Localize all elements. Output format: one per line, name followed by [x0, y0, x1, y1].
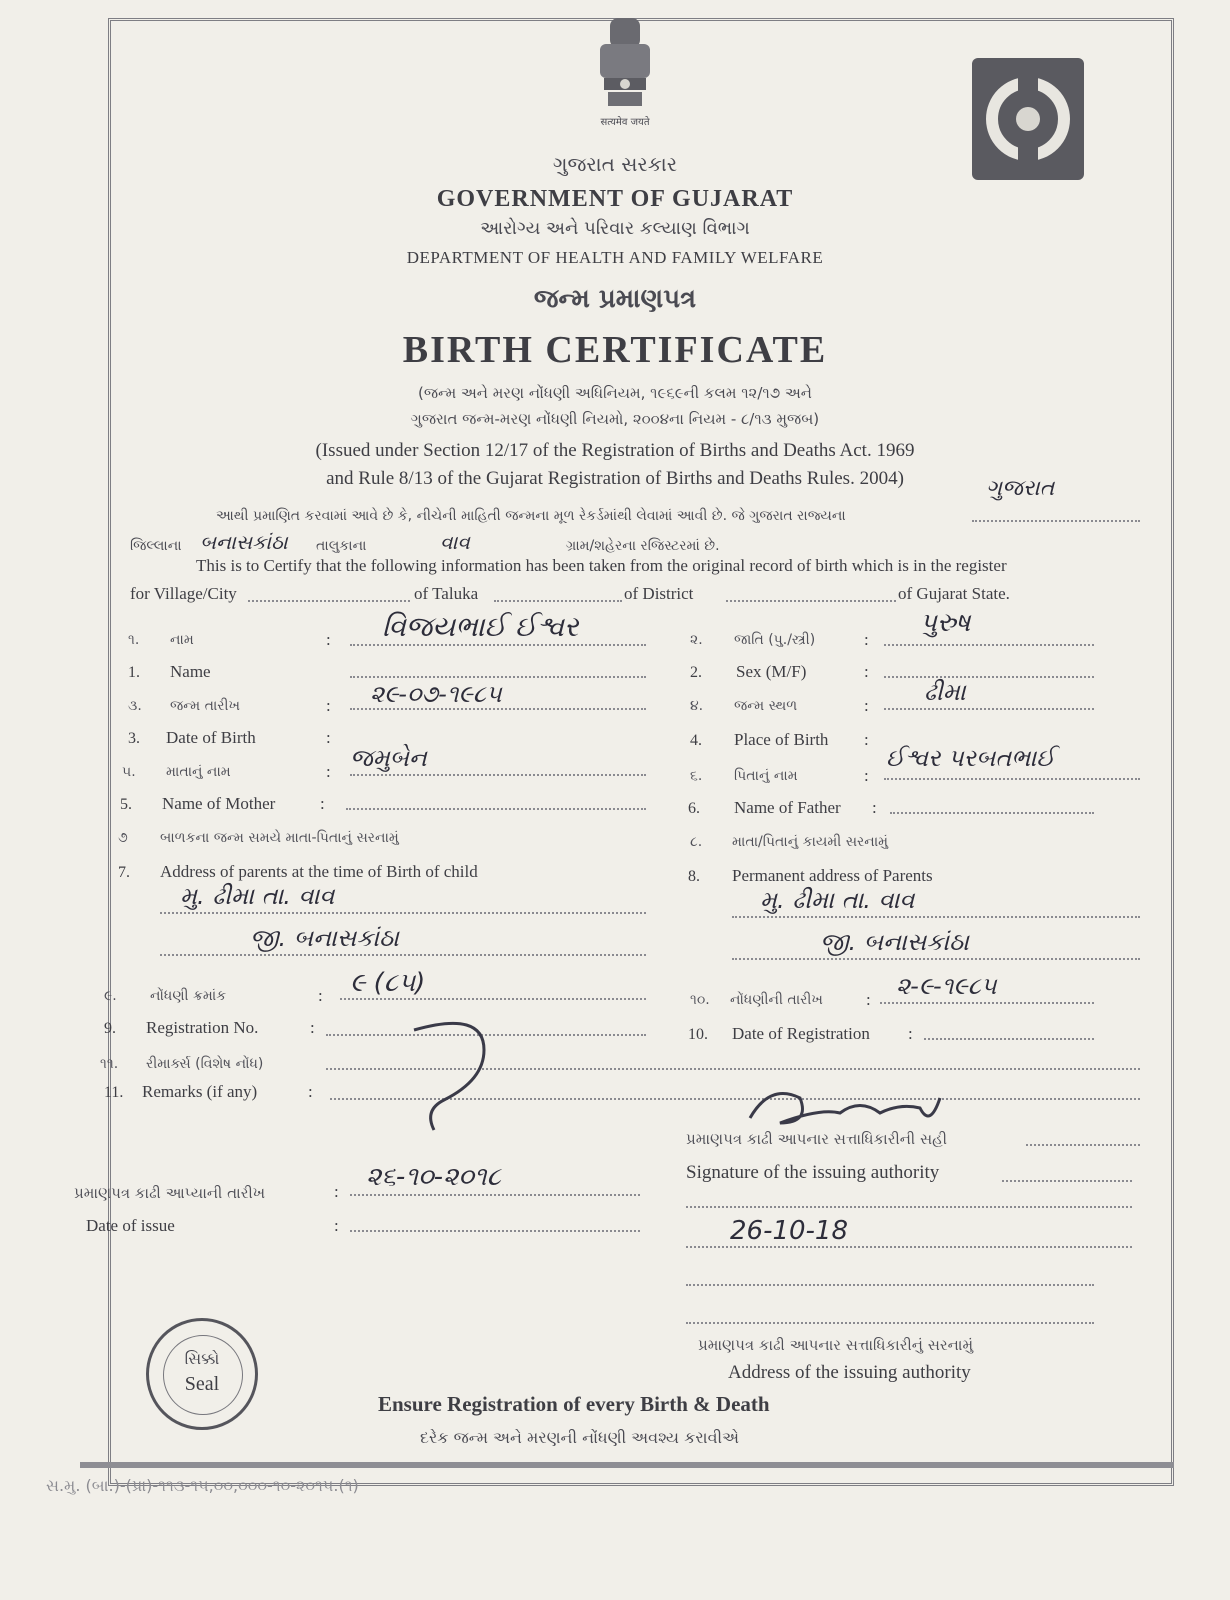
dob-label: Date of Birth: [166, 728, 256, 747]
field-number: 3.: [128, 730, 140, 747]
dotted-line: [340, 998, 646, 1000]
govt-title-gujarati: ગુજરાત સરકાર: [552, 152, 678, 176]
remarks-label-gujarati: રીમાર્ક્સ (વિશેષ નોંધ): [146, 1056, 264, 1072]
address-birth-label-gujarati: બાળકના જન્મ સમયે માતા-પિતાનું સરનામું: [160, 830, 399, 846]
law-reference-2: and Rule 8/13 of the Gujarat Registration of Births and Deaths Rules. 2004): [326, 468, 904, 489]
dotted-line: [924, 1038, 1094, 1040]
dotted-line: [972, 520, 1140, 522]
ensure-registration-text: Ensure Registration of every Birth & Death: [378, 1392, 770, 1416]
sex-label: Sex (M/F): [736, 662, 807, 681]
dotted-line: [248, 600, 410, 602]
dotted-line: [890, 812, 1094, 814]
field-number: 10.: [688, 1026, 708, 1043]
of-district-label: of District: [624, 584, 694, 603]
dotted-line: [732, 958, 1140, 960]
colon: :: [908, 1024, 913, 1043]
colon: :: [864, 730, 869, 749]
address-authority-label: Address of the issuing authority: [728, 1362, 971, 1383]
colon: :: [326, 696, 331, 715]
print-code: સ.મુ. (બા.)-(પ્રા)-૧૧૩-૧૫,૦૦,૦૦૦-૧૦-૨૦૧૫.(૧): [46, 1476, 359, 1495]
seal-label: Seal: [184, 1373, 220, 1395]
of-taluka-label: of Taluka: [414, 584, 479, 603]
colon: :: [864, 662, 869, 681]
dotted-line: [884, 778, 1140, 780]
dotted-line: [726, 600, 896, 602]
national-emblem-icon: [584, 14, 666, 124]
emblem-motto: सत्यमेव जयते: [600, 117, 650, 128]
sex-label-gujarati: જાતિ (પુ./સ્ત્રી): [734, 632, 816, 648]
law-reference-gujarati-2: ગુજરાત જન્મ-મરણ નોંધણી નિયમો, ૨૦૦૪ના નિયમ - ૮/૧૩ મુજબ): [410, 410, 820, 428]
field-number: ૨.: [690, 632, 703, 648]
colon: :: [872, 798, 877, 817]
field-number: 9.: [104, 1020, 116, 1037]
dotted-line: [350, 708, 646, 710]
handwritten-district: બનાસકાંઠા: [200, 530, 288, 554]
dotted-line: [350, 644, 646, 646]
address-birth-value-2: જી. બનાસકાંઠા: [250, 924, 399, 952]
field-number: 7.: [118, 864, 130, 881]
issue-date-label-gujarati: પ્રમાણપત્ર કાઢી આપ્યાની તારીખ: [74, 1184, 266, 1202]
field-number: 8.: [688, 868, 700, 885]
registration-date-label-gujarati: નોંધણીની તારીખ: [730, 992, 823, 1008]
law-reference-1: (Issued under Section 12/17 of the Registration of Births and Deaths Act. 1969: [315, 440, 915, 461]
dob-value: ૨૯-૦૭-૧૯૮૫: [370, 680, 502, 708]
seal-stamp: [146, 1318, 258, 1430]
colon: :: [326, 728, 331, 747]
colon: :: [864, 696, 869, 715]
signature-label-gujarati: પ્રમાણપત્ર કાઢી આપનાર સત્તાધિકારીની સહી: [686, 1130, 948, 1148]
field-number: ૬.: [690, 768, 703, 784]
registration-no-value: ૯ (૮૫): [350, 968, 426, 998]
dept-title-gujarati: આરોગ્ય અને પરિવાર કલ્યાણ વિભાગ: [480, 218, 750, 239]
field-number: 2.: [690, 664, 702, 681]
certify-district-label-gujarati: જિલ્લાના: [130, 538, 182, 554]
pob-value: ઢીમા: [924, 678, 966, 706]
ensure-registration-gujarati: દરેક જન્મ અને મરણની નોંધણી અવશ્ય કરાવીએ: [420, 1428, 739, 1447]
dotted-line: [686, 1246, 1132, 1248]
signature-date: 26-10-18: [730, 1216, 849, 1246]
address-permanent-label: Permanent address of Parents: [732, 866, 933, 885]
address-authority-label-gujarati: પ્રમાણપત્ર કાઢી આપનાર સત્તાધિકારીનું સરનામું: [698, 1336, 974, 1354]
field-number: ૮.: [690, 834, 703, 850]
dotted-line: [346, 808, 646, 810]
handwritten-state: ગુજરાત: [986, 476, 1055, 501]
field-number: 1.: [128, 664, 140, 681]
signature-mark: [740, 1078, 960, 1138]
field-number: ૧૧.: [100, 1056, 119, 1072]
name-label-gujarati: નામ: [170, 632, 194, 648]
father-value: ઈશ્વર પરબતભાઈ: [886, 744, 1055, 772]
dotted-line: [350, 676, 646, 678]
colon: :: [864, 766, 869, 785]
certificate-title: BIRTH CERTIFICATE: [402, 329, 828, 371]
father-label: Name of Father: [734, 798, 841, 817]
colon: :: [308, 1082, 313, 1101]
pob-label-gujarati: જન્મ સ્થળ: [734, 698, 798, 714]
dotted-line: [686, 1206, 1132, 1208]
mother-value: જમુબેન: [350, 744, 427, 772]
dob-label-gujarati: જન્મ તારીખ: [170, 698, 241, 714]
field-number: ૯.: [104, 988, 117, 1004]
field-number: ૧.: [128, 632, 140, 648]
field-number: ૧૦.: [690, 992, 710, 1008]
dotted-line: [160, 954, 646, 956]
handwritten-mark: [404, 1010, 504, 1136]
registration-date-value: ૨-૯-૧૯૮૫: [896, 972, 997, 1000]
colon: :: [326, 762, 331, 781]
colon: :: [320, 794, 325, 813]
dotted-line: [160, 912, 646, 914]
govt-title: GOVERNMENT OF GUJARAT: [436, 186, 794, 212]
dotted-line: [350, 1230, 640, 1232]
colon: :: [318, 986, 323, 1005]
name-label: Name: [170, 662, 211, 681]
colon: :: [310, 1018, 315, 1037]
dotted-line: [732, 916, 1140, 918]
of-state-label: of Gujarat State.: [898, 584, 1010, 603]
registration-no-label-gujarati: નોંધણી ક્રમાંક: [150, 988, 227, 1004]
sex-value: પુરુષ: [920, 608, 971, 638]
registration-no-label: Registration No.: [146, 1018, 259, 1037]
certify-gujarati-line: આથી પ્રમાણિત કરવામાં આવે છે કે, નીચેની માહિતી જન્મના મૂળ રેકર્ડમાંથી લેવામાં આવી છે. જે ગુજરાત રાજ્યના: [216, 508, 846, 524]
address-birth-label: Address of parents at the time of Birth of child: [160, 862, 478, 881]
father-label-gujarati: પિતાનું નામ: [734, 768, 798, 784]
field-number: ૫.: [122, 764, 136, 780]
field-number: 11.: [104, 1084, 124, 1101]
field-number: ૩.: [128, 698, 142, 714]
certify-village-label-gujarati: ગ્રામ/શહેરના રજિસ્ટરમાં છે.: [566, 538, 720, 554]
law-reference-gujarati-1: (જન્મ અને મરણ નોંધણી અધિનિયમ, ૧૯૬૯ની કલમ ૧૨/૧૭ અને: [418, 384, 812, 402]
certificate-title-gujarati: જન્મ પ્રમાણપત્ર: [533, 284, 697, 314]
dotted-line: [686, 1284, 1094, 1286]
dotted-line: [350, 774, 646, 776]
name-value: વિજયભાઈ ઈશ્વર: [382, 610, 579, 643]
dotted-line: [1002, 1180, 1132, 1182]
field-number: 6.: [688, 800, 700, 817]
dept-title: DEPARTMENT OF HEALTH AND FAMILY WELFARE: [406, 248, 824, 267]
dotted-line: [1026, 1144, 1140, 1146]
mother-label: Name of Mother: [162, 794, 276, 813]
address-permanent-value-2: જી. બનાસકાંઠા: [820, 928, 969, 956]
colon: :: [866, 990, 871, 1009]
colon: :: [326, 630, 331, 649]
address-permanent-value-1: મુ. ઢીમા તા. વાવ: [760, 886, 915, 914]
dotted-line: [884, 644, 1094, 646]
registration-date-label: Date of Registration: [732, 1024, 870, 1043]
field-number: 4.: [690, 732, 702, 749]
remarks-label: Remarks (if any): [142, 1082, 258, 1101]
issue-date-value: ૨૬-૧૦-૨૦૧૮: [366, 1162, 501, 1192]
address-birth-value-1: મુ. ઢીમા તા. વાવ: [180, 882, 335, 910]
handwritten-taluka: વાવ: [440, 530, 470, 554]
colon: :: [334, 1216, 339, 1235]
mother-label-gujarati: માતાનું નામ: [166, 764, 231, 780]
dotted-line: [686, 1322, 1094, 1324]
dotted-line: [884, 708, 1094, 710]
address-permanent-label-gujarati: માતા/પિતાનું કાયમી સરનામું: [732, 834, 889, 850]
bottom-rule: [80, 1462, 1174, 1468]
dotted-line: [884, 676, 1094, 678]
for-village-label: for Village/City: [130, 584, 237, 603]
dotted-line: [494, 600, 622, 602]
signature-label: Signature of the issuing authority: [686, 1162, 940, 1183]
dotted-line: [880, 1002, 1094, 1004]
pob-label: Place of Birth: [734, 730, 829, 749]
issue-date-label: Date of issue: [86, 1216, 175, 1235]
field-number: ૪.: [690, 698, 704, 714]
field-number: ૭: [118, 830, 128, 846]
dotted-line: [350, 1194, 640, 1196]
certify-taluka-label-gujarati: તાલુકાના: [316, 538, 367, 554]
seal-label-gujarati: સિક્કો: [184, 1349, 220, 1368]
colon: :: [864, 630, 869, 649]
certify-english-line: This is to Certify that the following information has been taken from the original record of birth which is in the register: [196, 556, 1007, 575]
field-number: 5.: [120, 796, 132, 813]
colon: :: [334, 1182, 339, 1201]
